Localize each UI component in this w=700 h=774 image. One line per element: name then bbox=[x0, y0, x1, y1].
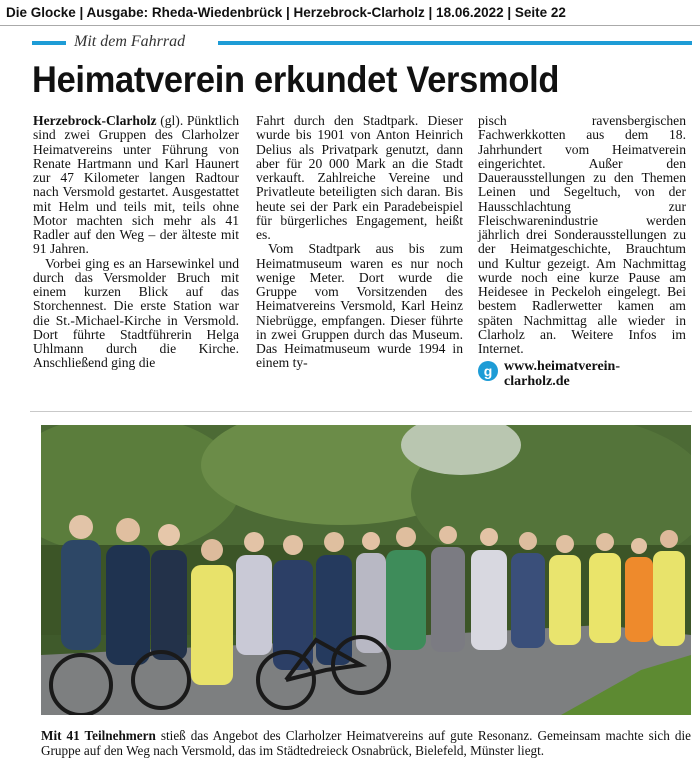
caption-text: stieß das Angebot des Clarholzer Heimatvereins auf gute Resonanz. Gemeinsam machte sich die Gruppe auf den Weg nach Versmold, das im Städtedreieck Osnabrück, Bielefeld, Münster liegt. bbox=[41, 728, 691, 758]
rubric-line bbox=[32, 34, 692, 52]
dateline-place: Herzebrock-Clarholz bbox=[33, 113, 157, 128]
web-link-line-2: clarholz.de bbox=[504, 374, 570, 390]
photo-caption bbox=[41, 728, 691, 758]
article-column-2 bbox=[256, 114, 463, 371]
article-column-1 bbox=[33, 114, 239, 371]
paragraph: Fahrt durch den Stadtpark. Dieser wurde bis 1901 von Anton Heinrich Delius als Privatpark genutzt, dann aber für 20 000 Mark an die Stadt verkauft. Zahlreiche Vereine und Privatleute beteiligten sich daran. Bis heute sei der Park ein Paradebeispiel für bürgerliches Engagement, heißt es. bbox=[256, 113, 463, 242]
paragraph: Vom Stadtpark aus bis zum Heimatmuseum waren es nur noch wenige Meter. Dort wurde die Gruppe vom Vorsitzenden des Heimatvereins Versmold, Karl Heinz Niebrügge, empfangen. Dieser führte in zwei Gruppen durch das Museum. Das Heimatmuseum wurde 1994 in einem ty- bbox=[256, 241, 463, 371]
paragraph-text: Pünktlich sind zwei Gruppen des Clarholzer Heimatvereins unter Führung von Renate Hartmann und Karl Haunert zur 47 Kilometer langen Radtour nach Versmold gestartet. Ausgestattet mit Helm und teils mit, teils ohne Motor machten sich mehr als 41 Radler auf den Weg – der älteste mit 91 Jahren. bbox=[33, 113, 239, 257]
page-header: Die Glocke | Ausgabe: Rheda-Wiedenbrück | Herzebrock-Clarholz | 18.06.2022 | Seite 22 bbox=[0, 0, 700, 26]
paragraph bbox=[33, 114, 239, 257]
caption-lead: Mit 41 Teilnehmern bbox=[41, 728, 156, 743]
web-link-text[interactable] bbox=[504, 359, 620, 389]
dateline-author: (gl). bbox=[156, 113, 187, 128]
web-link[interactable] bbox=[478, 359, 686, 389]
article-column-3 bbox=[478, 114, 686, 389]
paragraph: pisch ravensbergischen Fachwerkkotten aus dem 18. Jahrhundert vom Heimatverein eingerichtet. Außer den Dauerausstellungen zu den Themen Leinen und Segeltuch, von der Hausschlachtung zur Fleischwarenindustrie werden jährlich drei Sonderausstellungen zu der Heimatgeschichte, Brauchtum und Kultur gezeigt. Am Nachmittag wurde noch eine kurze Pause am Heidesee in Peckeloh eingelegt. Bei bestem Radlerwetter kamen am späten Nachmittag alle wieder in Clarholz an. Weitere Infos im Internet. bbox=[478, 113, 686, 356]
paragraph: Vorbei ging es an Harsewinkel und durch das Versmolder Bruch mit einem kurzen Blick auf das Storchennest. Die erste Station war die St.-Michael-Kirche in Versmold. Dort führte Stadtführerin Helga Uhlmann durch die Kirche. Anschließend ging die bbox=[33, 255, 239, 371]
globe-icon: g bbox=[478, 361, 498, 381]
rubric-bar-left bbox=[32, 41, 66, 45]
rubric-label: Mit dem Fahrrad bbox=[74, 33, 186, 50]
web-link-line-1: www.heimatverein- bbox=[504, 359, 620, 375]
headline: Heimatverein erkundet Versmold bbox=[32, 59, 560, 100]
group-photo bbox=[41, 425, 691, 715]
rubric-bar-right bbox=[218, 41, 692, 45]
section-divider bbox=[30, 411, 692, 412]
